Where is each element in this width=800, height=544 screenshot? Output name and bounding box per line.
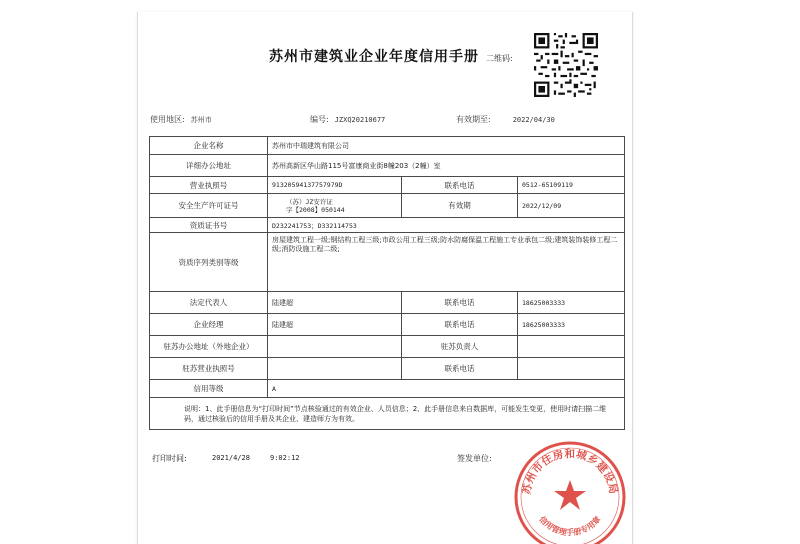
legal-rep-label: 法定代表人	[150, 292, 268, 314]
table-row	[150, 177, 625, 194]
issuer-label: 签发单位:	[457, 454, 492, 463]
qualification-cert-label: 资质证书号	[150, 218, 268, 233]
phone-value: 18625003333	[518, 314, 625, 336]
legal-rep-value: 陆建超	[268, 292, 402, 314]
credit-manual-sheet	[137, 12, 633, 544]
number-field	[310, 114, 385, 125]
valid-until-label: 有效期至:	[456, 115, 491, 124]
qr-code-icon	[534, 33, 598, 97]
region-value: 苏州市	[190, 116, 212, 124]
manager-label: 企业经理	[150, 314, 268, 336]
print-time-value: 9:02:12	[270, 454, 300, 462]
official-seal-icon	[513, 440, 627, 544]
license-label: 营业执照号	[150, 177, 268, 194]
jiangsu-contact-label: 驻苏负责人	[402, 336, 518, 358]
table-row	[150, 292, 625, 314]
number-label: 编号:	[310, 115, 329, 124]
jiangsu-contact-value	[518, 336, 625, 358]
seal-inner-text: 信用管理手册专用章	[537, 514, 603, 538]
credit-level-label: 信用等级	[150, 380, 268, 398]
table-row	[150, 336, 625, 358]
region-label: 使用地区:	[150, 115, 185, 124]
phone-label: 联系电话	[402, 292, 518, 314]
table-row	[150, 218, 625, 233]
jiangsu-license-value	[268, 358, 402, 380]
table-row	[150, 137, 625, 155]
permit-expiry-label: 有效期	[402, 194, 518, 218]
table-row	[150, 194, 625, 218]
valid-until-field	[456, 114, 555, 125]
safety-permit-value	[268, 194, 402, 218]
manager-value: 陆建超	[268, 314, 402, 336]
notes-text: 说明：1、此手册信息为“打印时间”节点核验通过的有效企业、人员信息；2、此手册信息来自数据库，可能发生变更，使用时请扫描二维码，通过核验后的信用手册及其企业、建造师方为有效。	[150, 398, 625, 430]
region-field	[150, 114, 212, 125]
address-label: 详细办公地址	[150, 155, 268, 177]
qualification-categories-value: 房屋建筑工程一级;钢结构工程三级;市政公用工程三级;防水防腐保温工程施工专业承包二级;建筑装饰装修工程二级;消防设施工程二级;	[268, 233, 625, 292]
jiangsu-phone-value	[518, 358, 625, 380]
safety-permit-line1: （苏）JZ安许证	[286, 197, 333, 206]
qualification-categories-label: 资质序列类别等级	[150, 233, 268, 292]
print-date-value: 2021/4/28	[212, 454, 250, 462]
permit-expiry-value: 2022/12/09	[518, 194, 625, 218]
svg-text:信用管理手册专用章	[537, 514, 602, 537]
phone-value: 18625003333	[518, 292, 625, 314]
credit-level-value: A	[268, 380, 625, 398]
jiangsu-office-label: 驻苏办公地址（外地企业）	[150, 336, 268, 358]
seal-outer-text: 苏州市住房和城乡建设局	[520, 448, 620, 496]
safety-permit-line2: 字【2008】050144	[286, 205, 345, 214]
table-row	[150, 233, 625, 292]
jiangsu-license-label: 驻苏营业执照号	[150, 358, 268, 380]
table-row	[150, 380, 625, 398]
company-name-label: 企业名称	[150, 137, 268, 155]
jiangsu-office-value	[268, 336, 402, 358]
company-name-value: 苏州市中瑞建筑有限公司	[268, 137, 625, 155]
address-value: 苏州高新区华山路115号富康商业街8幢203（2幢）室	[268, 155, 625, 177]
table-row	[150, 398, 625, 430]
safety-permit-label: 安全生产许可证号	[150, 194, 268, 218]
phone-value: 0512-65109119	[518, 177, 625, 194]
jiangsu-phone-label: 联系电话	[402, 358, 518, 380]
number-value: JZXQ20210677	[334, 116, 386, 124]
print-date-label: 打印时间:	[152, 454, 187, 463]
qualification-cert-value: D232241753；D332114753	[268, 218, 625, 233]
table-row	[150, 358, 625, 380]
phone-label: 联系电话	[402, 177, 518, 194]
valid-until-value: 2022/04/30	[512, 116, 555, 124]
document-title: 苏州市建筑业企业年度信用手册	[269, 49, 479, 65]
license-value: 91320594137757979D	[268, 177, 402, 194]
credit-info-table	[149, 136, 625, 430]
table-row	[150, 155, 625, 177]
phone-label: 联系电话	[402, 314, 518, 336]
qr-code-label: 二维码:	[486, 54, 513, 63]
table-row	[150, 314, 625, 336]
